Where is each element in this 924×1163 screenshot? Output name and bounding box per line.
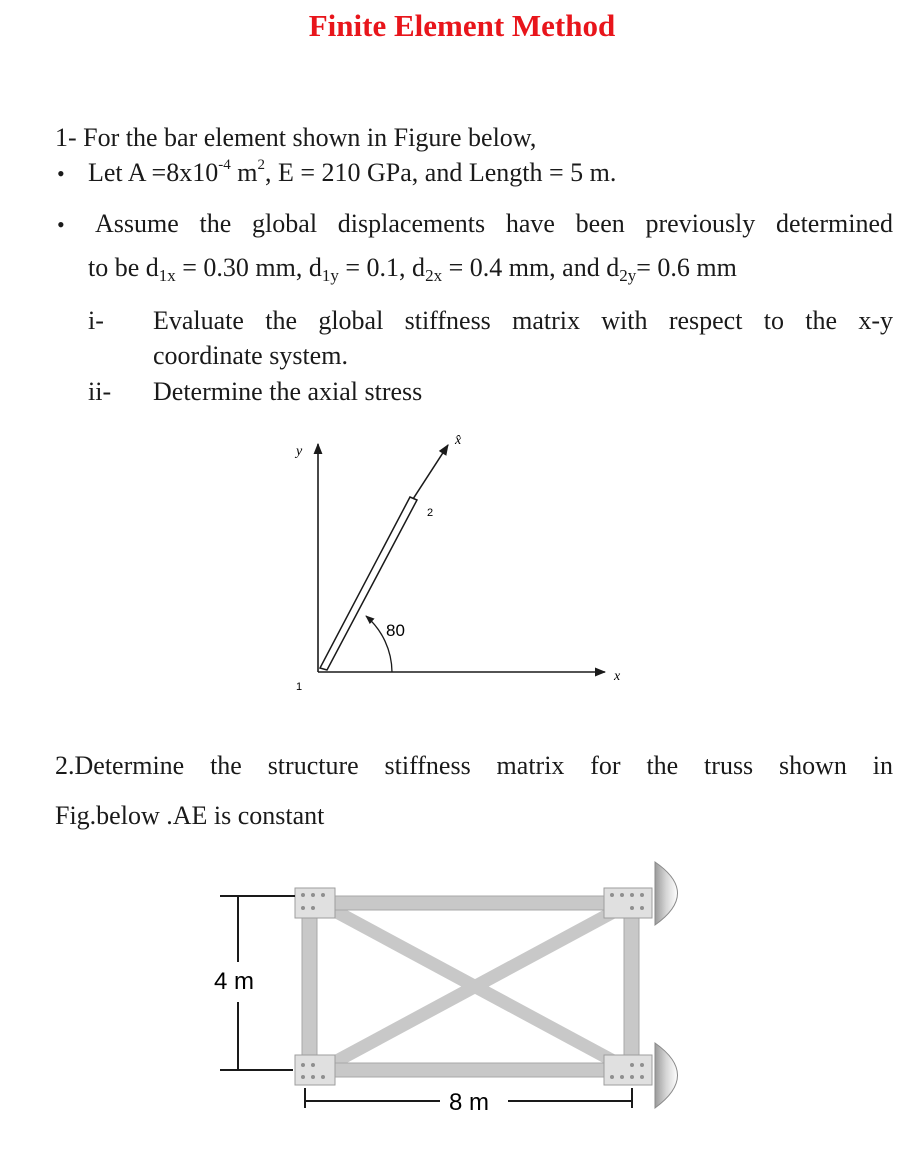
q2-line2: Fig.below .AE is constant xyxy=(55,801,325,830)
disp-text: = 0.30 mm, d xyxy=(175,253,322,282)
item-text: Determine the axial stress xyxy=(153,377,423,406)
right-vertical xyxy=(624,900,639,1072)
local-axis-label: x̂ xyxy=(455,433,462,448)
area-exponent: -4 xyxy=(218,157,231,173)
area-text: Let A =8x10 xyxy=(88,158,219,187)
support-top xyxy=(655,862,678,925)
modulus-length-text: , E = 210 GPa, and Length = 5 m. xyxy=(264,158,617,187)
bottom-chord xyxy=(308,1063,638,1077)
disp-text: = 0.6 mm xyxy=(636,253,737,282)
disp-text: = 0.1, d xyxy=(338,253,426,282)
support-bottom xyxy=(655,1043,678,1108)
area-unit: m xyxy=(230,158,258,187)
joint-plate xyxy=(295,888,335,918)
y-axis-label: y xyxy=(296,444,303,459)
bullet-icon: • xyxy=(57,212,65,237)
angle-label: 80 xyxy=(386,621,405,640)
disp-subscript: 1x xyxy=(158,266,176,285)
disp-subscript: 2y xyxy=(619,266,637,285)
joint-plate xyxy=(604,1055,652,1085)
joint-plate xyxy=(295,1055,335,1085)
item-marker: ii- xyxy=(88,377,112,406)
joint-plate xyxy=(604,888,652,918)
disp-text: to be d xyxy=(88,253,159,282)
width-label: 8 m xyxy=(449,1089,490,1116)
disp-text: = 0.4 mm, and d xyxy=(442,253,620,282)
node-2-label: 2 xyxy=(427,507,434,519)
left-vertical xyxy=(302,900,317,1072)
disp-subscript: 2x xyxy=(425,266,443,285)
item-marker: i- xyxy=(88,306,104,335)
disp-subscript: 1y xyxy=(321,266,339,285)
q1-bullet2-line1: Assume the global displacements have been previously determined xyxy=(95,209,893,238)
height-label: 4 m xyxy=(214,968,255,995)
top-chord xyxy=(308,896,638,910)
x-axis-label: x xyxy=(614,669,621,684)
item-text: coordinate system. xyxy=(153,341,348,370)
q1-heading: 1- For the bar element shown in Figure below, xyxy=(55,123,537,152)
item-text: Evaluate the global stiffness matrix with respect to the x-y xyxy=(153,306,893,335)
unit-exponent: 2 xyxy=(257,157,265,173)
q2-line1: 2.Determine the structure stiffness matrix for the truss shown in xyxy=(55,751,893,780)
page-title: Finite Element Method xyxy=(308,8,616,43)
node-1-label: 1 xyxy=(296,681,303,693)
bullet-icon: • xyxy=(57,161,65,186)
